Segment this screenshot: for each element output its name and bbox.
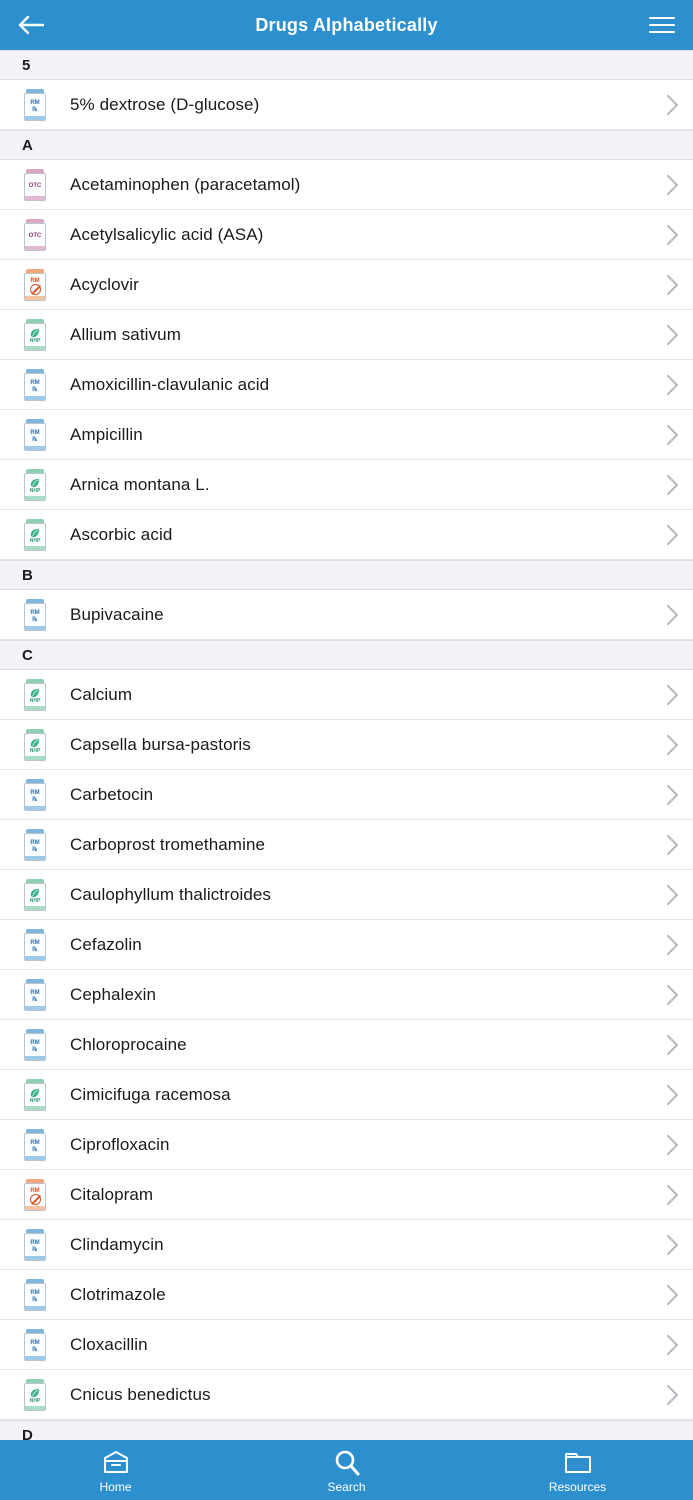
list-item[interactable] — [0, 590, 693, 640]
list-item[interactable] — [0, 1320, 693, 1370]
chevron-right-icon — [666, 1234, 679, 1256]
list-item-label: Acetaminophen (paracetamol) — [70, 174, 301, 194]
list-item[interactable] — [0, 1170, 693, 1220]
list-item[interactable] — [0, 510, 693, 560]
nhp-bottle-icon: NHP — [23, 519, 47, 551]
list-item-label: Acetylsalicylic acid (ASA) — [70, 224, 264, 244]
rx-bottle-icon: RM ℞ — [23, 1229, 47, 1261]
rx-bottle-icon: RM ℞ — [23, 599, 47, 631]
drug-type-icon — [22, 1028, 48, 1062]
drug-type-icon — [22, 418, 48, 452]
drug-type-icon — [22, 268, 48, 302]
chevron-right-icon — [666, 1184, 679, 1206]
hamburger-menu-button[interactable] — [645, 8, 679, 42]
rx-bottle-icon: RM ℞ — [23, 929, 47, 961]
disclosure-chevron — [665, 734, 679, 756]
drug-type-icon — [22, 1128, 48, 1162]
list-item[interactable] — [0, 670, 693, 720]
drug-type-icon — [22, 168, 48, 202]
folder-icon — [563, 1448, 593, 1478]
drug-type-icon — [22, 928, 48, 962]
nhp-bottle-icon: NHP — [23, 729, 47, 761]
disclosure-chevron — [665, 1234, 679, 1256]
rx-restricted-bottle-icon: RM — [23, 1179, 47, 1211]
list-item-label: Caulophyllum thalictroides — [70, 884, 272, 904]
list-item-label: Ampicillin — [70, 424, 143, 444]
chevron-right-icon — [666, 1034, 679, 1056]
disclosure-chevron — [665, 1134, 679, 1156]
section-letter: D — [22, 1426, 33, 1440]
disclosure-chevron — [665, 884, 679, 906]
disclosure-chevron — [665, 604, 679, 626]
list-item[interactable] — [0, 1270, 693, 1320]
list-item[interactable] — [0, 770, 693, 820]
chevron-right-icon — [666, 524, 679, 546]
chevron-right-icon — [666, 684, 679, 706]
tab-home[interactable] — [0, 1440, 231, 1500]
list-item-label: Citalopram — [70, 1184, 154, 1204]
tab-search[interactable] — [231, 1440, 462, 1500]
list-item-label: Cefazolin — [70, 934, 142, 954]
drug-type-icon — [22, 778, 48, 812]
rx-bottle-icon: RM ℞ — [23, 1329, 47, 1361]
disclosure-chevron — [665, 1034, 679, 1056]
nhp-bottle-icon: NHP — [23, 679, 47, 711]
otc-bottle-icon: OTC — [23, 169, 47, 201]
disclosure-chevron — [665, 374, 679, 396]
rx-bottle-icon: RM ℞ — [23, 1129, 47, 1161]
drug-type-icon — [22, 1328, 48, 1362]
rx-bottle-icon: RM ℞ — [23, 89, 47, 121]
chevron-right-icon — [666, 604, 679, 626]
drug-type-icon — [22, 468, 48, 502]
list-item[interactable] — [0, 970, 693, 1020]
drug-type-icon — [22, 218, 48, 252]
search-icon — [332, 1448, 362, 1478]
list-item[interactable] — [0, 410, 693, 460]
list-item[interactable] — [0, 260, 693, 310]
disclosure-chevron — [665, 474, 679, 496]
list-item-label: Carbetocin — [70, 784, 154, 804]
tab-search-label: Search — [327, 1479, 366, 1494]
list-item[interactable] — [0, 920, 693, 970]
drug-type-icon — [22, 678, 48, 712]
chevron-right-icon — [666, 1134, 679, 1156]
list-item-label: Capsella bursa-pastoris — [70, 734, 251, 754]
drug-type-icon — [22, 518, 48, 552]
list-item-label: Allium sativum — [70, 324, 181, 344]
drug-type-icon — [22, 878, 48, 912]
app-header — [0, 0, 693, 50]
rx-bottle-icon: RM ℞ — [23, 979, 47, 1011]
tab-resources-label: Resources — [548, 1479, 607, 1494]
disclosure-chevron — [665, 224, 679, 246]
list-item[interactable] — [0, 210, 693, 260]
hamburger-menu-icon-bar — [649, 31, 675, 33]
hamburger-menu-icon-bar — [649, 24, 675, 26]
list-item[interactable] — [0, 1120, 693, 1170]
disclosure-chevron — [665, 934, 679, 956]
nhp-bottle-icon: NHP — [23, 879, 47, 911]
drug-type-icon — [22, 1178, 48, 1212]
section-letter: A — [22, 136, 33, 154]
disclosure-chevron — [665, 834, 679, 856]
disclosure-chevron — [665, 1334, 679, 1356]
drug-type-icon — [22, 1078, 48, 1112]
chevron-right-icon — [666, 474, 679, 496]
drug-type-icon — [22, 1378, 48, 1412]
list-item[interactable] — [0, 160, 693, 210]
rx-bottle-icon: RM ℞ — [23, 1279, 47, 1311]
home-icon — [101, 1448, 131, 1478]
list-item-label: Ciprofloxacin — [70, 1134, 170, 1154]
hamburger-menu-icon-bar — [649, 17, 675, 19]
rx-bottle-icon: RM ℞ — [23, 419, 47, 451]
drug-type-icon — [22, 1228, 48, 1262]
nhp-bottle-icon: NHP — [23, 1079, 47, 1111]
list-item-label: Chloroprocaine — [70, 1034, 187, 1054]
list-item-label: Bupivacaine — [70, 604, 164, 624]
section-letter: B — [22, 566, 33, 584]
section-header — [0, 50, 693, 80]
disclosure-chevron — [665, 784, 679, 806]
list-item[interactable] — [0, 460, 693, 510]
list-item-label: Clindamycin — [70, 1234, 164, 1254]
list-item-label: Acyclovir — [70, 274, 139, 294]
list-item-label: Cimicifuga racemosa — [70, 1084, 231, 1104]
rx-bottle-icon: RM ℞ — [23, 369, 47, 401]
section-letter: C — [22, 646, 33, 664]
list-item-label: Carboprost tromethamine — [70, 834, 266, 854]
rx-bottle-icon: RM ℞ — [23, 779, 47, 811]
rx-bottle-icon: RM ℞ — [23, 829, 47, 861]
list-item-label: Ascorbic acid — [70, 524, 173, 544]
nhp-bottle-icon: NHP — [23, 1379, 47, 1411]
chevron-right-icon — [666, 94, 679, 116]
disclosure-chevron — [665, 984, 679, 1006]
disclosure-chevron — [665, 274, 679, 296]
list-item[interactable] — [0, 80, 693, 130]
chevron-right-icon — [666, 374, 679, 396]
list-item-label: Cephalexin — [70, 984, 157, 1004]
list-item[interactable] — [0, 310, 693, 360]
disclosure-chevron — [665, 174, 679, 196]
list-item-label: Amoxicillin-clavulanic acid — [70, 374, 270, 394]
chevron-right-icon — [666, 884, 679, 906]
section-letter: 5 — [22, 56, 31, 74]
disclosure-chevron — [665, 684, 679, 706]
disclosure-chevron — [665, 1084, 679, 1106]
nhp-bottle-icon: NHP — [23, 319, 47, 351]
list-item-label: Calcium — [70, 684, 133, 704]
rx-bottle-icon: RM ℞ — [23, 1029, 47, 1061]
drug-list[interactable] — [0, 50, 693, 1440]
drug-type-icon — [22, 828, 48, 862]
list-item[interactable] — [0, 870, 693, 920]
chevron-right-icon — [666, 1084, 679, 1106]
list-item-label: Cnicus benedictus — [70, 1384, 211, 1404]
disclosure-chevron — [665, 524, 679, 546]
drug-type-icon — [22, 598, 48, 632]
list-item[interactable] — [0, 1220, 693, 1270]
section-header — [0, 560, 693, 590]
list-item-label: Arnica montana L. — [70, 474, 210, 494]
drug-type-icon — [22, 728, 48, 762]
list-item-label: Clotrimazole — [70, 1284, 166, 1304]
disclosure-chevron — [665, 94, 679, 116]
disclosure-chevron — [665, 324, 679, 346]
chevron-right-icon — [666, 224, 679, 246]
tab-home-label: Home — [99, 1479, 132, 1494]
disclosure-chevron — [665, 424, 679, 446]
back-arrow-icon — [18, 15, 44, 35]
chevron-right-icon — [666, 1284, 679, 1306]
drug-type-icon — [22, 88, 48, 122]
drug-type-icon — [22, 1278, 48, 1312]
disclosure-chevron — [665, 1384, 679, 1406]
chevron-right-icon — [666, 734, 679, 756]
chevron-right-icon — [666, 834, 679, 856]
list-item[interactable] — [0, 1070, 693, 1120]
chevron-right-icon — [666, 274, 679, 296]
list-item[interactable] — [0, 360, 693, 410]
bottom-tab-bar — [0, 1440, 693, 1500]
section-header — [0, 640, 693, 670]
list-item-label: Cloxacillin — [70, 1334, 148, 1354]
drug-type-icon — [22, 978, 48, 1012]
list-item[interactable] — [0, 820, 693, 870]
chevron-right-icon — [666, 984, 679, 1006]
nhp-bottle-icon: NHP — [23, 469, 47, 501]
list-item[interactable] — [0, 720, 693, 770]
list-item[interactable] — [0, 1370, 693, 1420]
section-header — [0, 1420, 693, 1440]
chevron-right-icon — [666, 174, 679, 196]
chevron-right-icon — [666, 324, 679, 346]
otc-bottle-icon: OTC — [23, 219, 47, 251]
disclosure-chevron — [665, 1284, 679, 1306]
back-button[interactable] — [14, 8, 48, 42]
rx-restricted-bottle-icon: RM — [23, 269, 47, 301]
disclosure-chevron — [665, 1184, 679, 1206]
tab-resources[interactable] — [462, 1440, 693, 1500]
section-header — [0, 130, 693, 160]
list-item-label: 5% dextrose (D-glucose) — [70, 94, 260, 114]
chevron-right-icon — [666, 424, 679, 446]
chevron-right-icon — [666, 934, 679, 956]
drug-type-icon — [22, 318, 48, 352]
chevron-right-icon — [666, 1334, 679, 1356]
chevron-right-icon — [666, 784, 679, 806]
list-item[interactable] — [0, 1020, 693, 1070]
chevron-right-icon — [666, 1384, 679, 1406]
page-title: Drugs Alphabetically — [255, 14, 438, 35]
drug-type-icon — [22, 368, 48, 402]
